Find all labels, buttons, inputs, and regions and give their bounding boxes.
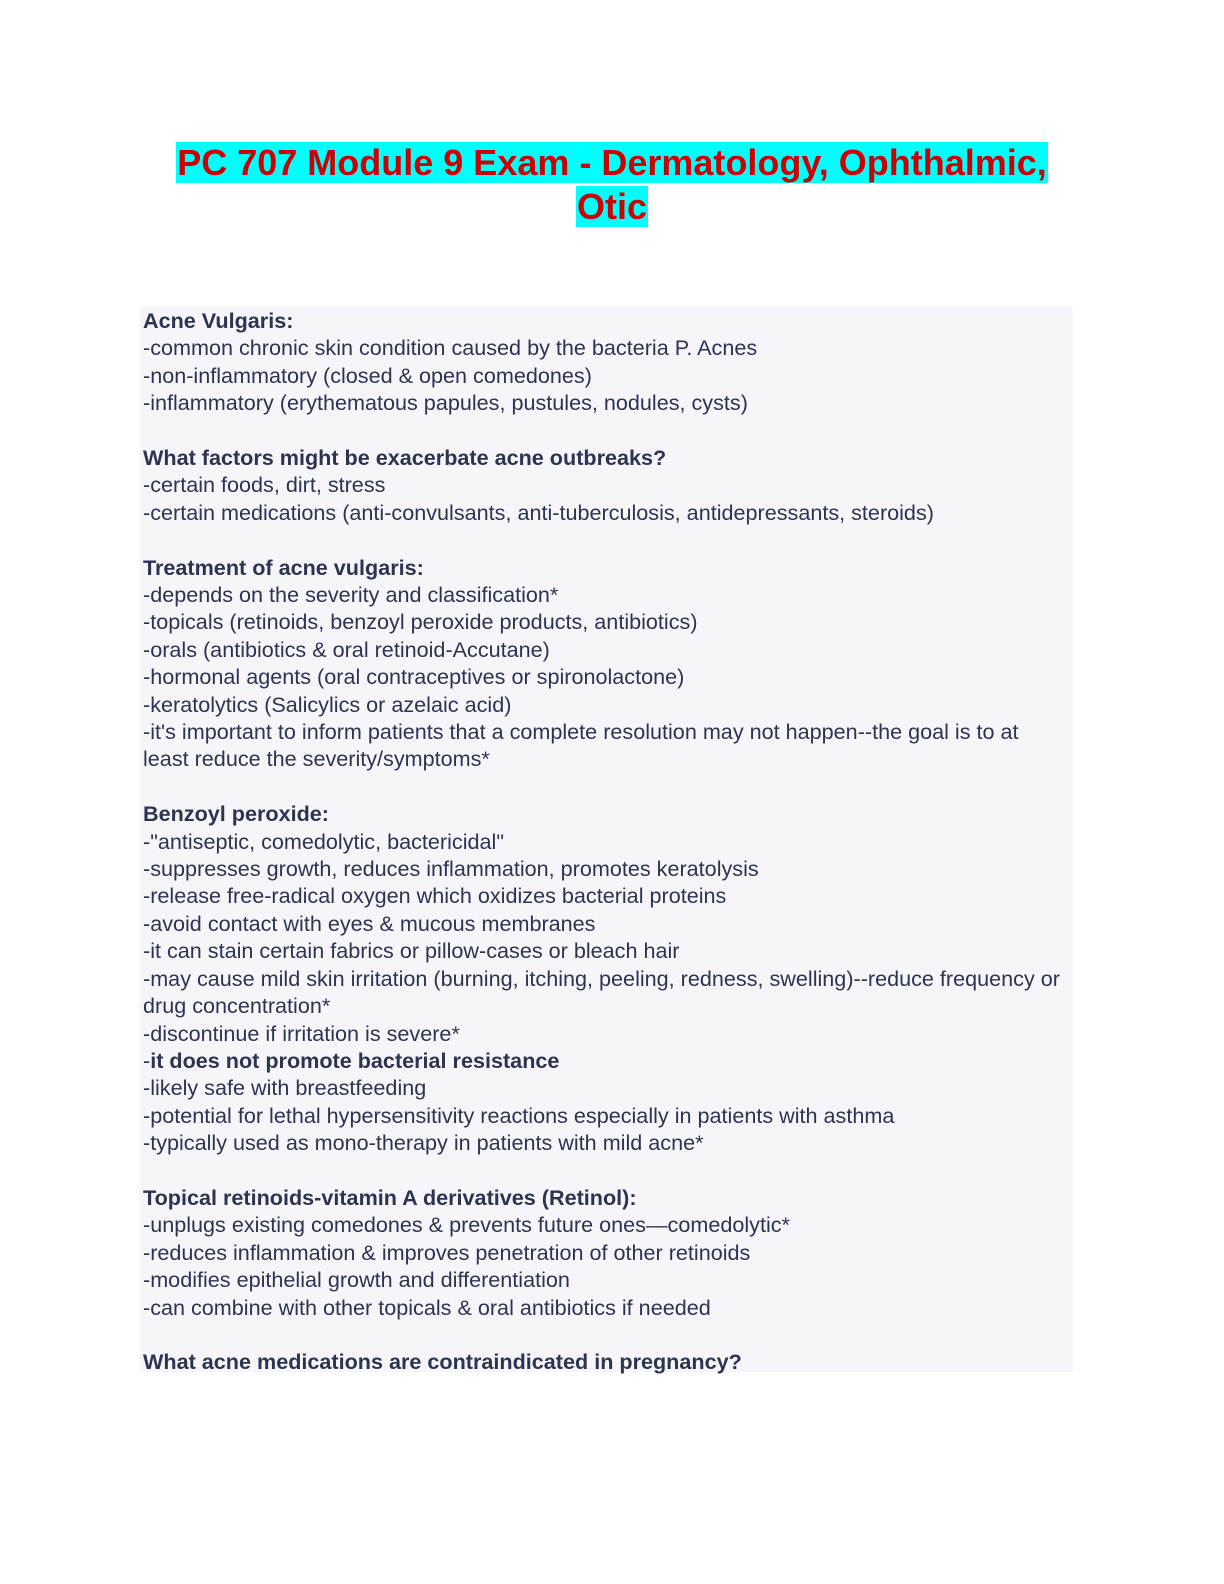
bullet-line: -orals (antibiotics & oral retinoid-Accutane) xyxy=(143,636,550,662)
bullet-line: -"antiseptic, comedolytic, bactericidal" xyxy=(143,828,504,854)
title-line-1: PC 707 Module 9 Exam - Dermatology, Ophthalmic, xyxy=(177,142,1047,183)
bold-emphasis: it does not promote bacterial resistance xyxy=(150,1047,560,1073)
document-title xyxy=(0,141,1224,229)
bullet-prefix: - xyxy=(143,1047,151,1073)
bullet-line: -topicals (retinoids, benzoyl peroxide products, antibiotics) xyxy=(143,609,698,635)
section-heading: Acne Vulgaris: xyxy=(143,308,294,333)
section-heading: What factors might be exacerbate acne outbreaks? xyxy=(143,445,667,471)
bullet-line: -release free-radical oxygen which oxidizes bacterial proteins xyxy=(143,883,727,909)
bullet-line: -certain medications (anti-convulsants, anti-tuberculosis, antidepressants, steroids) xyxy=(143,499,934,525)
bullet-line: -it's important to inform patients that a complete resolution may not happen--the goal is to at least reduce the severity/symptoms* xyxy=(143,719,1019,772)
section-heading: What acne medications are contraindicated in pregnancy? xyxy=(143,1349,742,1375)
bullet-line: -certain foods, dirt, stress xyxy=(143,472,386,498)
bullet-line: -it can stain certain fabrics or pillow-cases or bleach hair xyxy=(143,938,680,964)
section xyxy=(143,800,1063,1156)
bullet-line: -potential for lethal hypersensitivity reactions especially in patients with asthma xyxy=(143,1102,895,1128)
bullet-line: -can combine with other topicals & oral antibiotics if needed xyxy=(143,1294,711,1320)
bullet-line: -suppresses growth, reduces inflammation, promotes keratolysis xyxy=(143,856,759,882)
bullet-line: -typically used as mono-therapy in patients with mild acne* xyxy=(143,1130,704,1156)
bullet-line: -unplugs existing comedones & prevents future ones—comedolytic* xyxy=(143,1212,790,1238)
bullet-line: -inflammatory (erythematous papules, pustules, nodules, cysts) xyxy=(143,390,748,416)
bullet-line: -reduces inflammation & improves penetration of other retinoids xyxy=(143,1239,751,1265)
section xyxy=(143,444,1063,526)
bullet-line: -common chronic skin condition caused by the bacteria P. Acnes xyxy=(143,335,758,361)
section-heading: Benzoyl peroxide: xyxy=(143,801,329,827)
section xyxy=(143,1184,1063,1321)
bullet-line: -avoid contact with eyes & mucous membranes xyxy=(143,910,596,936)
section xyxy=(143,307,1063,417)
title-line-2: Otic xyxy=(576,186,647,227)
section xyxy=(143,1348,1063,1375)
bullet-line xyxy=(143,1047,1063,1074)
bullet-line: -modifies epithelial growth and differentiation xyxy=(143,1267,570,1293)
bullet-line: -discontinue if irritation is severe* xyxy=(143,1020,460,1046)
bullet-line: -may cause mild skin irritation (burning, itching, peeling, redness, swelling)--reduce frequency or drug concentration* xyxy=(143,965,1060,1019)
notes-content xyxy=(143,307,1063,1403)
section xyxy=(143,554,1063,773)
bullet-line: -likely safe with breastfeeding xyxy=(143,1075,427,1101)
bullet-line: -non-inflammatory (closed & open comedones) xyxy=(143,362,592,388)
bullet-line: -depends on the severity and classification* xyxy=(143,582,559,608)
bullet-line: -hormonal agents (oral contraceptives or spironolactone) xyxy=(143,664,685,690)
section-heading: Treatment of acne vulgaris: xyxy=(143,554,424,580)
section-heading: Topical retinoids-vitamin A derivatives (Retinol): xyxy=(143,1184,637,1210)
bullet-line: -keratolytics (Salicylics or azelaic acid) xyxy=(143,691,512,717)
